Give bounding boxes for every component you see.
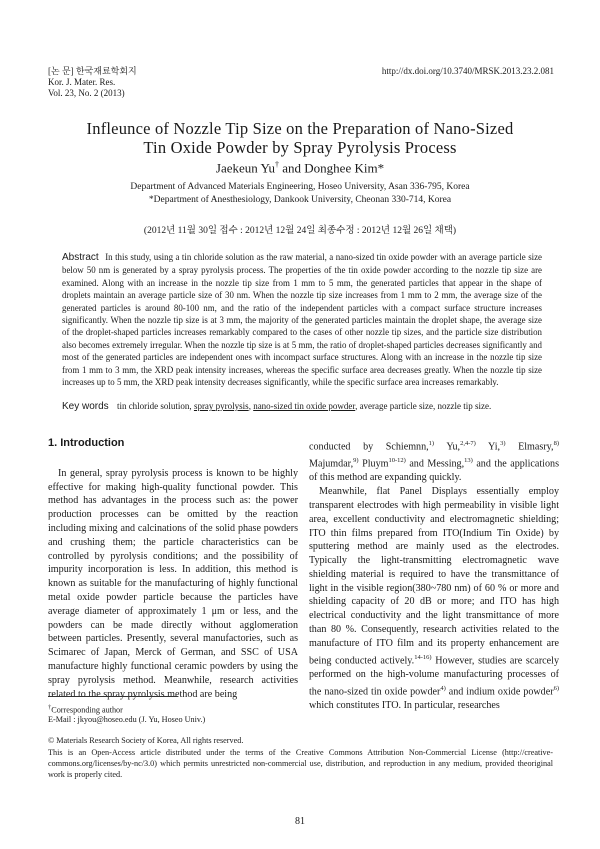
- author-separator: and: [279, 160, 305, 176]
- doi-link[interactable]: http://dx.doi.org/10.3740/MRSK.2013.23.2.081: [381, 66, 554, 76]
- text-run: Pluym: [358, 458, 389, 470]
- text-run: Yu,: [434, 441, 461, 453]
- paper-title-line-1: Infleunce of Nozzle Tip Size on the Preparation of Nano-Sized: [86, 119, 514, 138]
- text-run: Majumdar,: [309, 458, 354, 470]
- submission-dates: (2012년 11월 30일 접수 : 2012년 12월 24일 최종수정 : 2012년 12월 26일 채택): [143, 226, 457, 236]
- paper-title: [40, 119, 560, 157]
- body-paragraph: [309, 437, 559, 485]
- citation: 2,4-7): [460, 440, 476, 447]
- citation: 8): [553, 440, 560, 447]
- keywords: Key words tin chloride solution, spray pyrolysis, nano-sized tin oxide powder, average particle size, nozzle tip size.: [62, 401, 492, 412]
- corresponding-email: E-Mail : jkyou@hoseo.edu (J. Yu, Hoseo Univ.): [48, 715, 206, 724]
- citation: 1): [428, 440, 435, 447]
- citation: 6): [553, 684, 559, 692]
- footnote-mark: †: [48, 704, 52, 711]
- left-column: [48, 437, 298, 701]
- copyright-notice: © Materials Research Society of Korea, All rights reserved.: [48, 736, 244, 745]
- page-number: 81: [295, 816, 305, 827]
- citation: 9): [353, 457, 359, 465]
- license-notice: This is an Open-Access article distributed under the terms of the Creative Commons Attribution Non-Commercial License (http://creative-commons.org/licenses/by-nc/3.0) which permits unrestricted non-commercial use, distribution, and reproduction in any medium, provided theoriginal work is properly cited.: [48, 748, 553, 780]
- journal-name-korean: [논 문] 한국재료학회지: [48, 66, 137, 76]
- text-run: Meanwhile, flat Panel Displays essentially employ transparent electrodes with high permeability in visible light area, excellent conductivity and electromagnetic shielding; ITO thin films prepared from ITO(Indium Tin Oxide) by sputtering method are mainly used as the electrodes. Typically the light-transmitting electromagnetic wave shielding material is required to have the transmittance of light in the visible region(380~780 nm) of 60 % or more and shielding capacity of 20 dB or more; and ITO has high electrical conductivity and the light transmittance of more than 80 %. Consequently, research activities related to the manufacture of ITO film and its property enhancement are being conducted actively.: [309, 486, 559, 667]
- text-run: Yi,: [475, 441, 501, 453]
- text-run: and Messing,: [405, 458, 465, 470]
- footnote-text: Corresponding author: [51, 705, 123, 715]
- keyword: spray pyrolysis: [193, 401, 249, 411]
- keyword: nano-sized tin oxide powder: [253, 401, 356, 411]
- abstract-text: In this study, using a tin chloride solution as the raw material, a nano-sized tin oxide powder with an average particle size below 50 nm is generated by a spray pyrolysis process. The properties of the tin oxide powder according to the nozzle tip size are examined. Along with an increase in the nozzle tip size from 1 mm to 5 mm, the generated particles that appear in the shape of droplets maintain an average particle size of 30 nm. When the nozzle tip size increases from 1 mm to 2 mm, the average size of the generated particles is around 80-100 nm, and the ratio of the independent particles with a compact surface structure increases significantly. When the nozzle tip size is at 3 mm, the majority of the generated particles maintain the droplet shape, the average size of the droplet-shaped particles increases remarkably compared to the cases of other nozzle tip sizes, and the particle size distribution also becomes extremely irregular. When the nozzle tip size is at 5 mm, the ratio of droplet-shaped particles decreases significantly and most of the generated particles are independent ones with incompact surface structures. Along with an increase in the nozzle tip size from 1 mm to 3 mm, the XRD peak intensity increases, whereas the specific surface area decreases greatly. When the nozzle tip size increases up to 5 mm, the XRD peak intensity decreases significantly, while the specific surface area increases remarkably.: [62, 252, 542, 388]
- text-run: which constitutes ITO. In particular, researches: [309, 699, 500, 711]
- keywords-label: Key words: [62, 401, 109, 412]
- author-name: Jaekeun Yu: [215, 160, 275, 176]
- citation: 13): [464, 457, 473, 465]
- body-paragraph: [309, 485, 559, 712]
- author-mark: †: [275, 160, 279, 169]
- author-name: Donghee Kim: [304, 160, 378, 176]
- text-run: However, studies are scarcely performed on the high-volume manufacturing processes of the nano-sized tin oxide powder: [309, 655, 559, 697]
- journal-volume: Vol. 23, No. 2 (2013): [48, 88, 125, 98]
- keyword: tin chloride solution,: [116, 401, 192, 411]
- citation: 14-16): [414, 653, 432, 661]
- text-run: conducted by Schiemnn,: [309, 441, 429, 453]
- text-run: and the applications of this method are expanding quickly.: [309, 458, 560, 484]
- affiliation: Department of Advanced Materials Engineering, Hoseo University, Asan 336-795, Korea: [130, 182, 470, 192]
- right-column: [309, 437, 559, 713]
- author-list: [40, 160, 560, 176]
- body-paragraph: In general, spray pyrolysis process is known to be highly effective for making high-quality functional powder. This method has advantages in the process such as: the power production processes can be omitted by the reaction including mixing and calcinations of the solid phase powders and crushing them; the particle characteristics can be controlled by pyrolysis conditions; and the possibility of impurity incorporation is less. In addition, this method is known as suitable for the manufacturing of highly functional metal oxide powder particle because the particles have average diameter of approximately 1 μm or less, and the powders can be made directly without agglomeration between particles. Presently, several manufactories, such as Scimarec of Japan, Merck of German, and SSC of USA manufacture highly functional ceramic powders by using the spray pyrolysis method. Meanwhile, research activities related to the spray pyrolysis method are being: [48, 467, 298, 700]
- journal-name-english: Kor. J. Mater. Res.: [48, 77, 116, 87]
- paper-title-line-2: Tin Oxide Powder by Spray Pyrolysis Process: [143, 138, 457, 157]
- abstract-label: Abstract: [62, 252, 99, 263]
- affiliation: *Department of Anesthesiology, Dankook University, Cheonan 330-714, Korea: [148, 195, 452, 205]
- section-heading: 1. Introduction: [48, 437, 125, 449]
- abstract: [62, 251, 542, 388]
- journal-header: [48, 66, 137, 99]
- text-run: and indium oxide powder: [445, 685, 554, 697]
- keyword: average particle size, nozzle tip size.: [359, 401, 492, 411]
- citation: 10-12): [388, 457, 406, 465]
- text-run: Elmasry,: [505, 441, 554, 453]
- citation: 4): [440, 684, 446, 692]
- author-mark: *: [377, 160, 385, 176]
- footnote-divider: [48, 696, 178, 697]
- citation: 3): [500, 440, 506, 447]
